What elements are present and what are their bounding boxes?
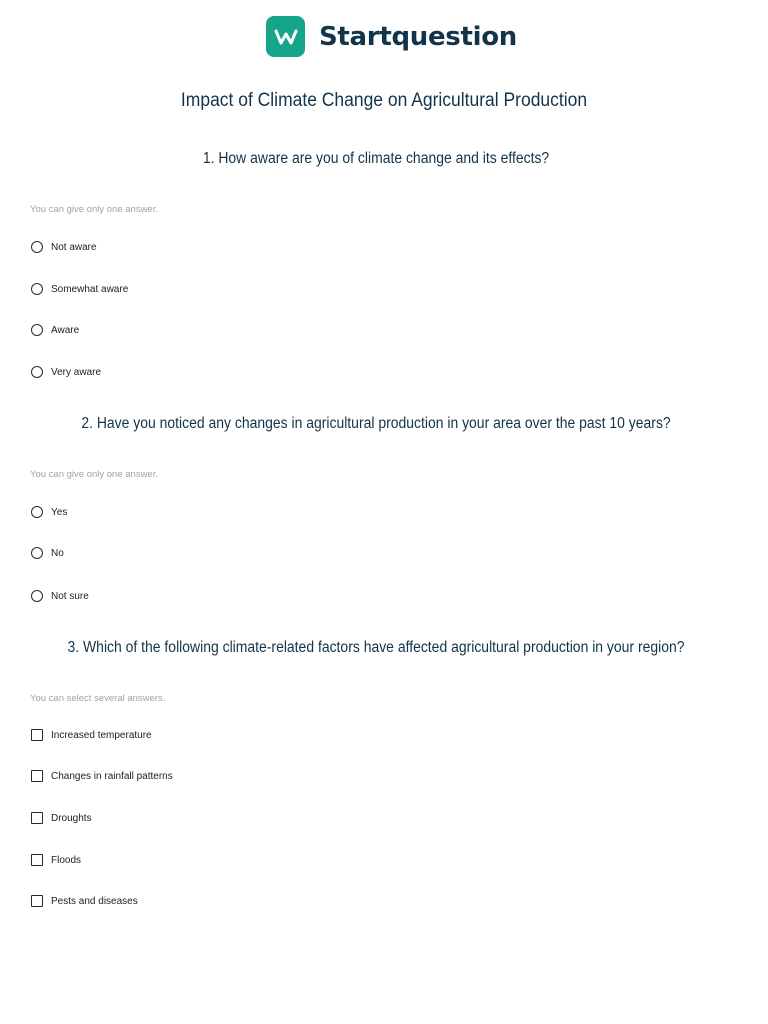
option-label: Floods bbox=[51, 854, 82, 866]
w-letter-icon bbox=[266, 16, 305, 57]
checkbox[interactable] bbox=[31, 854, 43, 866]
radio-option[interactable] bbox=[31, 281, 128, 297]
survey-title: Impact of Climate Change on Agricultural Production bbox=[180, 90, 588, 111]
option-label: Droughts bbox=[51, 812, 92, 824]
checkbox-option[interactable] bbox=[31, 893, 138, 909]
checkbox-option[interactable] bbox=[31, 852, 81, 868]
option-label: Very aware bbox=[51, 366, 102, 378]
radio-option[interactable] bbox=[31, 504, 67, 520]
checkbox[interactable] bbox=[31, 729, 43, 741]
radio-option[interactable] bbox=[31, 545, 64, 561]
checkbox-option[interactable] bbox=[31, 727, 152, 743]
option-label: Not aware bbox=[51, 241, 97, 253]
option-label: Increased temperature bbox=[51, 729, 152, 741]
radio-option[interactable] bbox=[31, 364, 101, 380]
option-label: Aware bbox=[51, 324, 80, 336]
brand-name: Startquestion bbox=[319, 21, 517, 52]
radio-button[interactable] bbox=[31, 366, 43, 378]
question-hint: You can give only one answer. bbox=[30, 204, 158, 215]
option-label: Somewhat aware bbox=[51, 283, 129, 295]
radio-button[interactable] bbox=[31, 506, 43, 518]
radio-button[interactable] bbox=[31, 590, 43, 602]
question-title: 2. Have you noticed any changes in agricultural production in your area over the past 10 years? bbox=[81, 415, 671, 432]
radio-option[interactable] bbox=[31, 322, 79, 338]
radio-button[interactable] bbox=[31, 547, 43, 559]
radio-option[interactable] bbox=[31, 239, 97, 255]
checkbox[interactable] bbox=[31, 895, 43, 907]
question-hint: You can select several answers. bbox=[30, 693, 166, 704]
option-label: Not sure bbox=[51, 590, 89, 602]
option-label: No bbox=[51, 547, 64, 559]
radio-button[interactable] bbox=[31, 241, 43, 253]
brand-logo bbox=[266, 16, 517, 57]
option-label: Pests and diseases bbox=[51, 895, 138, 907]
checkbox[interactable] bbox=[31, 812, 43, 824]
checkbox-option[interactable] bbox=[31, 768, 173, 784]
option-label: Changes in rainfall patterns bbox=[51, 770, 173, 782]
question-title: 3. Which of the following climate-related factors have affected agricultural production in your region? bbox=[67, 639, 685, 656]
question-hint: You can give only one answer. bbox=[30, 469, 158, 480]
radio-option[interactable] bbox=[31, 588, 89, 604]
checkbox-option[interactable] bbox=[31, 810, 92, 826]
question-title: 1. How aware are you of climate change and its effects? bbox=[202, 150, 550, 167]
option-label: Yes bbox=[51, 506, 68, 518]
checkbox[interactable] bbox=[31, 770, 43, 782]
radio-button[interactable] bbox=[31, 324, 43, 336]
radio-button[interactable] bbox=[31, 283, 43, 295]
